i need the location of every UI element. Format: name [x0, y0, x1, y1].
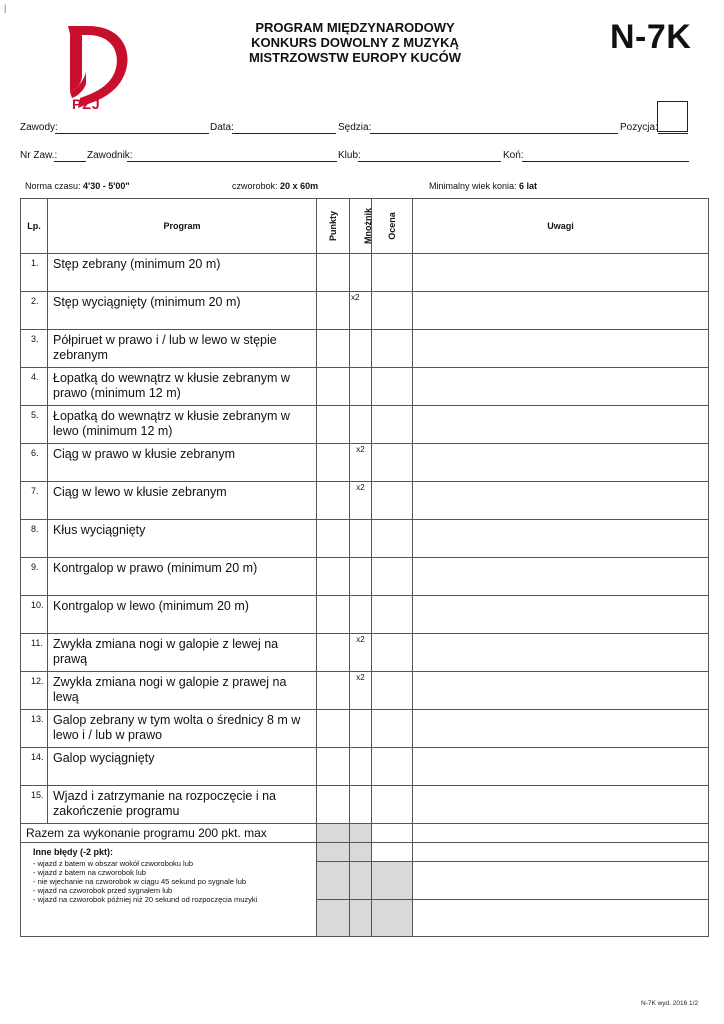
- errors-multiplier: [350, 862, 372, 900]
- row-multiplier: [350, 786, 372, 824]
- row-program: Zwykła zmiana nogi w galopie z lewej na prawą: [48, 634, 317, 672]
- row-points[interactable]: [317, 406, 350, 444]
- field-row-2: [20, 150, 690, 164]
- errors-score: [372, 862, 413, 900]
- row-score[interactable]: [372, 292, 413, 330]
- total-label: Razem za wykonanie programu 200 pkt. max: [21, 824, 317, 843]
- row-remarks[interactable]: [413, 482, 709, 520]
- table-row: [21, 292, 709, 330]
- header-lp: Lp.: [21, 199, 48, 254]
- error-item: - wjazd z batem w obszar wokół czworoboku lub: [33, 859, 194, 868]
- header-mnoznik-text: Mnożnik: [363, 208, 373, 244]
- errors-remarks[interactable]: [413, 900, 709, 937]
- table-row: [21, 672, 709, 710]
- row-remarks[interactable]: [413, 786, 709, 824]
- row-remarks[interactable]: [413, 558, 709, 596]
- arena-size-label: czworobok:: [232, 181, 278, 191]
- table-row: [21, 330, 709, 368]
- table-row: [21, 634, 709, 672]
- row-score[interactable]: [372, 520, 413, 558]
- error-item: - wjazd na czworobok przed sygnałem lub: [33, 886, 173, 895]
- row-multiplier: [350, 254, 372, 292]
- row-number: 2.: [21, 292, 48, 330]
- row-remarks[interactable]: [413, 596, 709, 634]
- sedzia-label: Sędzia:: [338, 122, 372, 133]
- row-number: 1.: [21, 254, 48, 292]
- time-norm: [25, 181, 130, 191]
- table-row: [21, 520, 709, 558]
- kon-line[interactable]: [522, 161, 689, 162]
- row-program: Zwykła zmiana nogi w galopie z prawej na lewą: [48, 672, 317, 710]
- header-punkty-text: Punkty: [327, 210, 338, 242]
- row-remarks[interactable]: [413, 748, 709, 786]
- row-multiplier: [350, 406, 372, 444]
- row-score[interactable]: [372, 254, 413, 292]
- corner-mark: |: [4, 3, 7, 13]
- row-score[interactable]: [372, 596, 413, 634]
- row-points[interactable]: [317, 672, 350, 710]
- row-number: 15.: [21, 786, 48, 824]
- scoring-table: [20, 198, 709, 937]
- row-points[interactable]: [317, 444, 350, 482]
- row-program: Kontrgalop w lewo (minimum 20 m): [48, 596, 317, 634]
- error-item: - wjazd z batem na czworobok lub: [33, 868, 146, 877]
- row-number: 13.: [21, 710, 48, 748]
- row-program: Stęp wyciągnięty (minimum 20 m): [48, 292, 317, 330]
- row-points[interactable]: [317, 368, 350, 406]
- errors-points: [317, 900, 350, 937]
- row-multiplier: x2: [350, 482, 372, 520]
- min-age-label: Minimalny wiek konia:: [429, 181, 517, 191]
- errors-row: [21, 843, 709, 862]
- row-points[interactable]: [317, 596, 350, 634]
- row-remarks[interactable]: [413, 444, 709, 482]
- min-age-value: 6 lat: [519, 181, 538, 191]
- footer-id: N-7K wyd. 2016 1/2: [641, 1000, 699, 1007]
- min-age: [429, 181, 537, 191]
- row-multiplier: [350, 710, 372, 748]
- table-row: [21, 710, 709, 748]
- row-score[interactable]: [372, 634, 413, 672]
- row-score[interactable]: [372, 482, 413, 520]
- row-program: Ciąg w lewo w kłusie zebranym: [48, 482, 317, 520]
- row-remarks[interactable]: [413, 520, 709, 558]
- logo-text: PZJ: [72, 96, 101, 112]
- zawody-label: Zawody:: [20, 122, 58, 133]
- row-score[interactable]: [372, 444, 413, 482]
- row-multiplier: [350, 520, 372, 558]
- row-remarks[interactable]: [413, 330, 709, 368]
- data-label: Data:: [210, 122, 234, 133]
- errors-title: Inne błędy (-2 pkt):: [33, 847, 114, 857]
- row-program: Łopatką do wewnątrz w kłusie zebranym w lewo (minimum 12 m): [48, 406, 317, 444]
- row-points[interactable]: [317, 482, 350, 520]
- table-row: [21, 406, 709, 444]
- row-remarks[interactable]: [413, 710, 709, 748]
- errors-remarks[interactable]: [413, 843, 709, 862]
- table-row: [21, 786, 709, 824]
- zawodnik-label: Zawodnik:: [87, 150, 133, 161]
- row-remarks[interactable]: [413, 634, 709, 672]
- header-mnoznik: [350, 199, 372, 254]
- total-multiplier: [350, 824, 372, 843]
- row-score[interactable]: [372, 748, 413, 786]
- row-score[interactable]: [372, 558, 413, 596]
- row-program: Ciąg w prawo w kłusie zebranym: [48, 444, 317, 482]
- errors-score[interactable]: [372, 843, 413, 862]
- title-line-1: PROGRAM MIĘDZYNARODOWY: [255, 20, 455, 35]
- row-program: Galop zebrany w tym wolta o średnicy 8 m w lewo i / lub w prawo: [48, 710, 317, 748]
- row-multiplier: [350, 558, 372, 596]
- row-remarks[interactable]: [413, 406, 709, 444]
- row-points[interactable]: [317, 634, 350, 672]
- row-number: 10.: [21, 596, 48, 634]
- errors-score: [372, 900, 413, 937]
- row-score[interactable]: [372, 368, 413, 406]
- row-points[interactable]: [317, 330, 350, 368]
- data-line[interactable]: [232, 133, 336, 134]
- table-row: [21, 558, 709, 596]
- table-row: [21, 444, 709, 482]
- row-number: 3.: [21, 330, 48, 368]
- row-multiplier: x2: [350, 634, 372, 672]
- row-points[interactable]: [317, 786, 350, 824]
- title-line-2: KONKURS DOWOLNY Z MUZYKĄ: [251, 35, 459, 50]
- row-score[interactable]: [372, 672, 413, 710]
- row-program: Kontrgalop w prawo (minimum 20 m): [48, 558, 317, 596]
- errors-points: [317, 843, 350, 862]
- row-number: 7.: [21, 482, 48, 520]
- errors-points: [317, 862, 350, 900]
- row-number: 14.: [21, 748, 48, 786]
- arena-size-value: 20 x 60m: [280, 181, 319, 191]
- table-row: [21, 368, 709, 406]
- arena-size: [232, 181, 318, 191]
- row-remarks[interactable]: [413, 292, 709, 330]
- field-row-1: [20, 122, 690, 136]
- header-uwagi: Uwagi: [413, 199, 709, 254]
- row-multiplier: [350, 368, 372, 406]
- time-norm-label: Norma czasu:: [25, 181, 81, 191]
- row-points[interactable]: [317, 520, 350, 558]
- row-program: Łopatką do wewnątrz w kłusie zebranym w prawo (minimum 12 m): [48, 368, 317, 406]
- row-multiplier: x2: [350, 292, 372, 330]
- row-remarks[interactable]: [413, 254, 709, 292]
- row-number: 4.: [21, 368, 48, 406]
- row-multiplier: [350, 330, 372, 368]
- klub-line[interactable]: [358, 161, 501, 162]
- table-row: [21, 748, 709, 786]
- row-multiplier: [350, 748, 372, 786]
- row-remarks[interactable]: [413, 672, 709, 710]
- row-multiplier: x2: [350, 444, 372, 482]
- row-number: 8.: [21, 520, 48, 558]
- row-program: Stęp zebrany (minimum 20 m): [48, 254, 317, 292]
- row-points[interactable]: [317, 710, 350, 748]
- zawodnik-line[interactable]: [127, 161, 337, 162]
- row-remarks[interactable]: [413, 368, 709, 406]
- error-item: - wjazd na czworobok później niż 20 sekund od rozpoczęcia muzyki: [33, 895, 258, 904]
- page-title: [210, 20, 500, 65]
- row-score[interactable]: [372, 330, 413, 368]
- row-program: Półpiruet w prawo i / lub w lewo w stępie zebranym: [48, 330, 317, 368]
- zawody-line[interactable]: [55, 133, 209, 134]
- kon-label: Koń:: [503, 150, 524, 161]
- row-number: 12.: [21, 672, 48, 710]
- klub-label: Klub:: [338, 150, 361, 161]
- header-ocena: [372, 199, 413, 254]
- table-row: [21, 482, 709, 520]
- errors-multiplier: [350, 843, 372, 862]
- row-score[interactable]: [372, 710, 413, 748]
- row-program: Kłus wyciągnięty: [48, 520, 317, 558]
- row-program: Galop wyciągnięty: [48, 748, 317, 786]
- row-program: Wjazd i zatrzymanie na rozpoczęcie i na zakończenie programu: [48, 786, 317, 824]
- row-points[interactable]: [317, 292, 350, 330]
- header-punkty: [317, 199, 350, 254]
- error-item: - nie wjechanie na czworobok w ciągu 45 sekund po sygnale lub: [33, 877, 247, 886]
- errors-multiplier: [350, 900, 372, 937]
- form-code: N-7K: [610, 18, 692, 56]
- errors-remarks[interactable]: [413, 862, 709, 900]
- nr-zaw-line[interactable]: [54, 161, 86, 162]
- row-score[interactable]: [372, 786, 413, 824]
- nr-zaw-label: Nr Zaw.:: [20, 150, 58, 161]
- row-score[interactable]: [372, 406, 413, 444]
- header-program: Program: [48, 199, 317, 254]
- total-score[interactable]: [372, 824, 413, 843]
- row-multiplier: x2: [350, 672, 372, 710]
- row-number: 9.: [21, 558, 48, 596]
- table-row: [21, 254, 709, 292]
- row-points[interactable]: [317, 748, 350, 786]
- row-number: 5.: [21, 406, 48, 444]
- row-number: 6.: [21, 444, 48, 482]
- total-remarks[interactable]: [413, 824, 709, 843]
- total-row: [21, 824, 709, 843]
- row-points[interactable]: [317, 558, 350, 596]
- row-number: 11.: [21, 634, 48, 672]
- other-errors: [21, 843, 317, 937]
- pozycja-line[interactable]: [658, 133, 688, 134]
- title-line-3: MISTRZOWSTW EUROPY KUCÓW: [248, 50, 462, 65]
- pozycja-label: Pozycja:: [620, 122, 658, 133]
- table-row: [21, 596, 709, 634]
- row-multiplier: [350, 596, 372, 634]
- table-header-row: [21, 199, 709, 254]
- row-points[interactable]: [317, 254, 350, 292]
- sedzia-line[interactable]: [370, 133, 618, 134]
- time-norm-value: 4'30 - 5'00": [83, 181, 130, 191]
- header-ocena-text: Ocena: [386, 212, 397, 240]
- total-points: [317, 824, 350, 843]
